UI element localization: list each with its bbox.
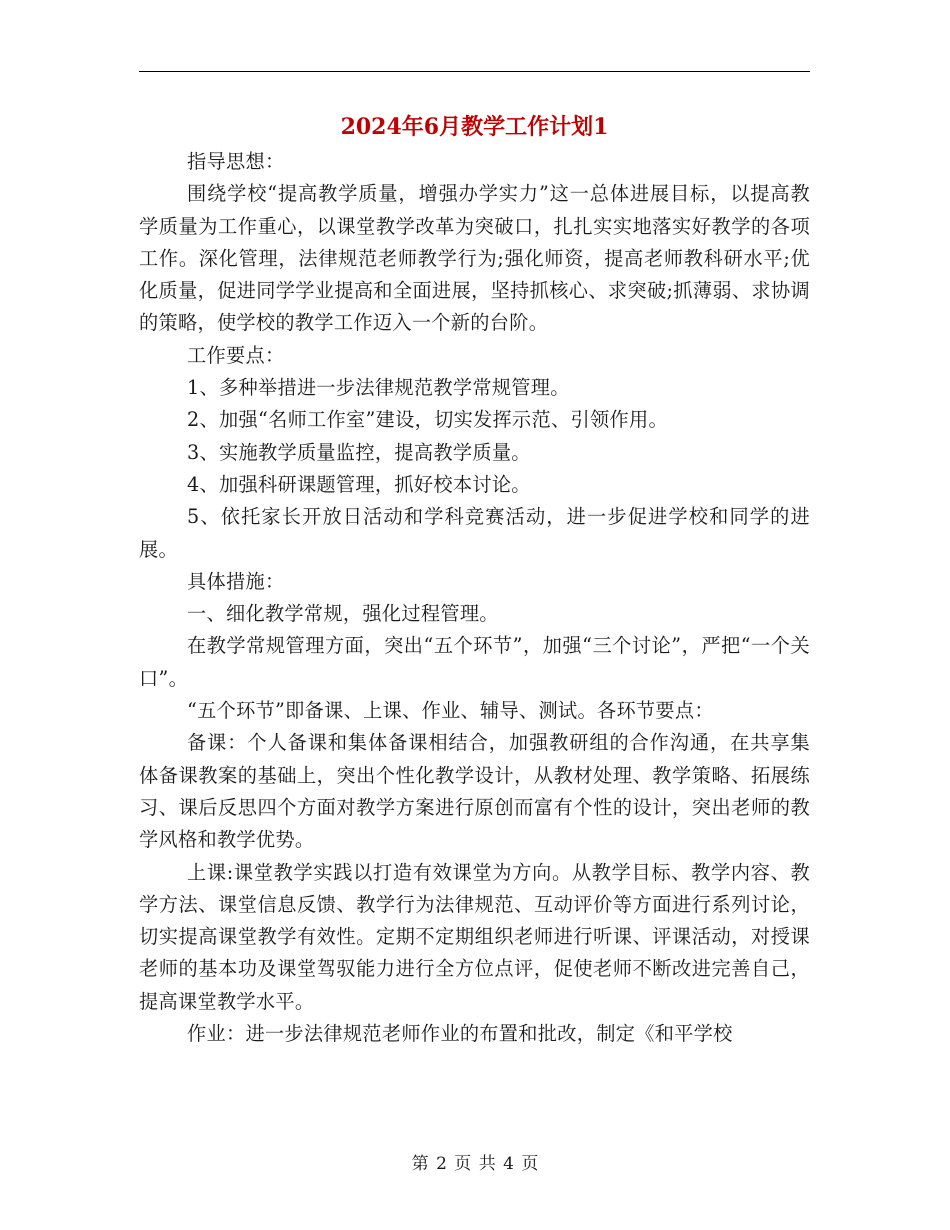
paragraph-key-point-3: 3、实施教学质量监控，提高教学质量。 <box>187 440 531 464</box>
paragraph-key-point-5: 5、依托家长开放日活动和学科竞赛活动，进一步促进学校和同学的进展。 <box>139 505 810 561</box>
document-body <box>139 146 810 1050</box>
paragraph-homework: 作业：进一步法律规范老师作业的布置和批改，制定《和平学校 <box>187 1022 733 1046</box>
paragraph-key-point-2: 2、加强“名师工作室”建设，切实发挥示范、引领作用。 <box>187 408 668 432</box>
paragraph-guiding-heading: 指导思想： <box>187 150 285 173</box>
paragraph-key-points-heading: 工作要点： <box>187 343 285 367</box>
paragraph-class-teaching: 上课:课堂教学实践以打造有效课堂为方向。从教学目标、教学内容、教学方法、课堂信息反馈、教学行为法律规范、互动评价等方面进行系列讨论，切实提高课堂教学有效性。定期不定期组织老师进行听课、评课活动，对授课老师的基本功及课堂驾驭能力进行全方位点评，促使老师不断改进完善自己，提高课堂教学水平。 <box>139 860 810 1013</box>
paragraph-measures-heading: 具体措施： <box>187 569 285 593</box>
paragraph-key-point-4: 4、加强科研课题管理，抓好校本讨论。 <box>187 472 531 496</box>
paragraph-guiding-text: 围绕学校“提高教学质量，增强办学实力”这一总体进展目标，以提高教学质量为工作重心，以课堂教学改革为突破口，扎扎实实地落实好教学的各项工作。深化管理，法律规范老师教学行为;强化师资，提高老师教科研水平;优化质量，促进同学学业提高和全面进展，坚持抓核心、求突破;抓薄弱、求协调的策略，使学校的教学工作迈入一个新的台阶。 <box>139 182 810 335</box>
paragraph-lesson-prep: 备课：个人备课和集体备课相结合，加强教研组的合作沟通，在共享集体备课教案的基础上，突出个性化教学设计，从教材处理、教学策略、拓展练习、课后反思四个方面对教学方案进行原创而富有个性的设计，突出老师的教学风格和教学优势。 <box>139 731 810 852</box>
document-title: 2024年6月教学工作计划1 <box>340 114 609 140</box>
page-number: 第 2 页 共 4 页 <box>411 1154 539 1174</box>
paragraph-five-steps: “五个环节”即备课、上课、作业、辅导、测试。各环节要点： <box>187 699 714 723</box>
paragraph-key-point-1: 1、多种举措进一步法律规范教学常规管理。 <box>187 376 570 400</box>
header-rule <box>139 71 810 72</box>
paragraph-measure-1-heading: 一、细化教学常规，强化过程管理。 <box>187 602 499 626</box>
paragraph-routine-management: 在教学常规管理方面，突出“五个环节”，加强“三个讨论”，严把“一个关口”。 <box>139 634 810 690</box>
